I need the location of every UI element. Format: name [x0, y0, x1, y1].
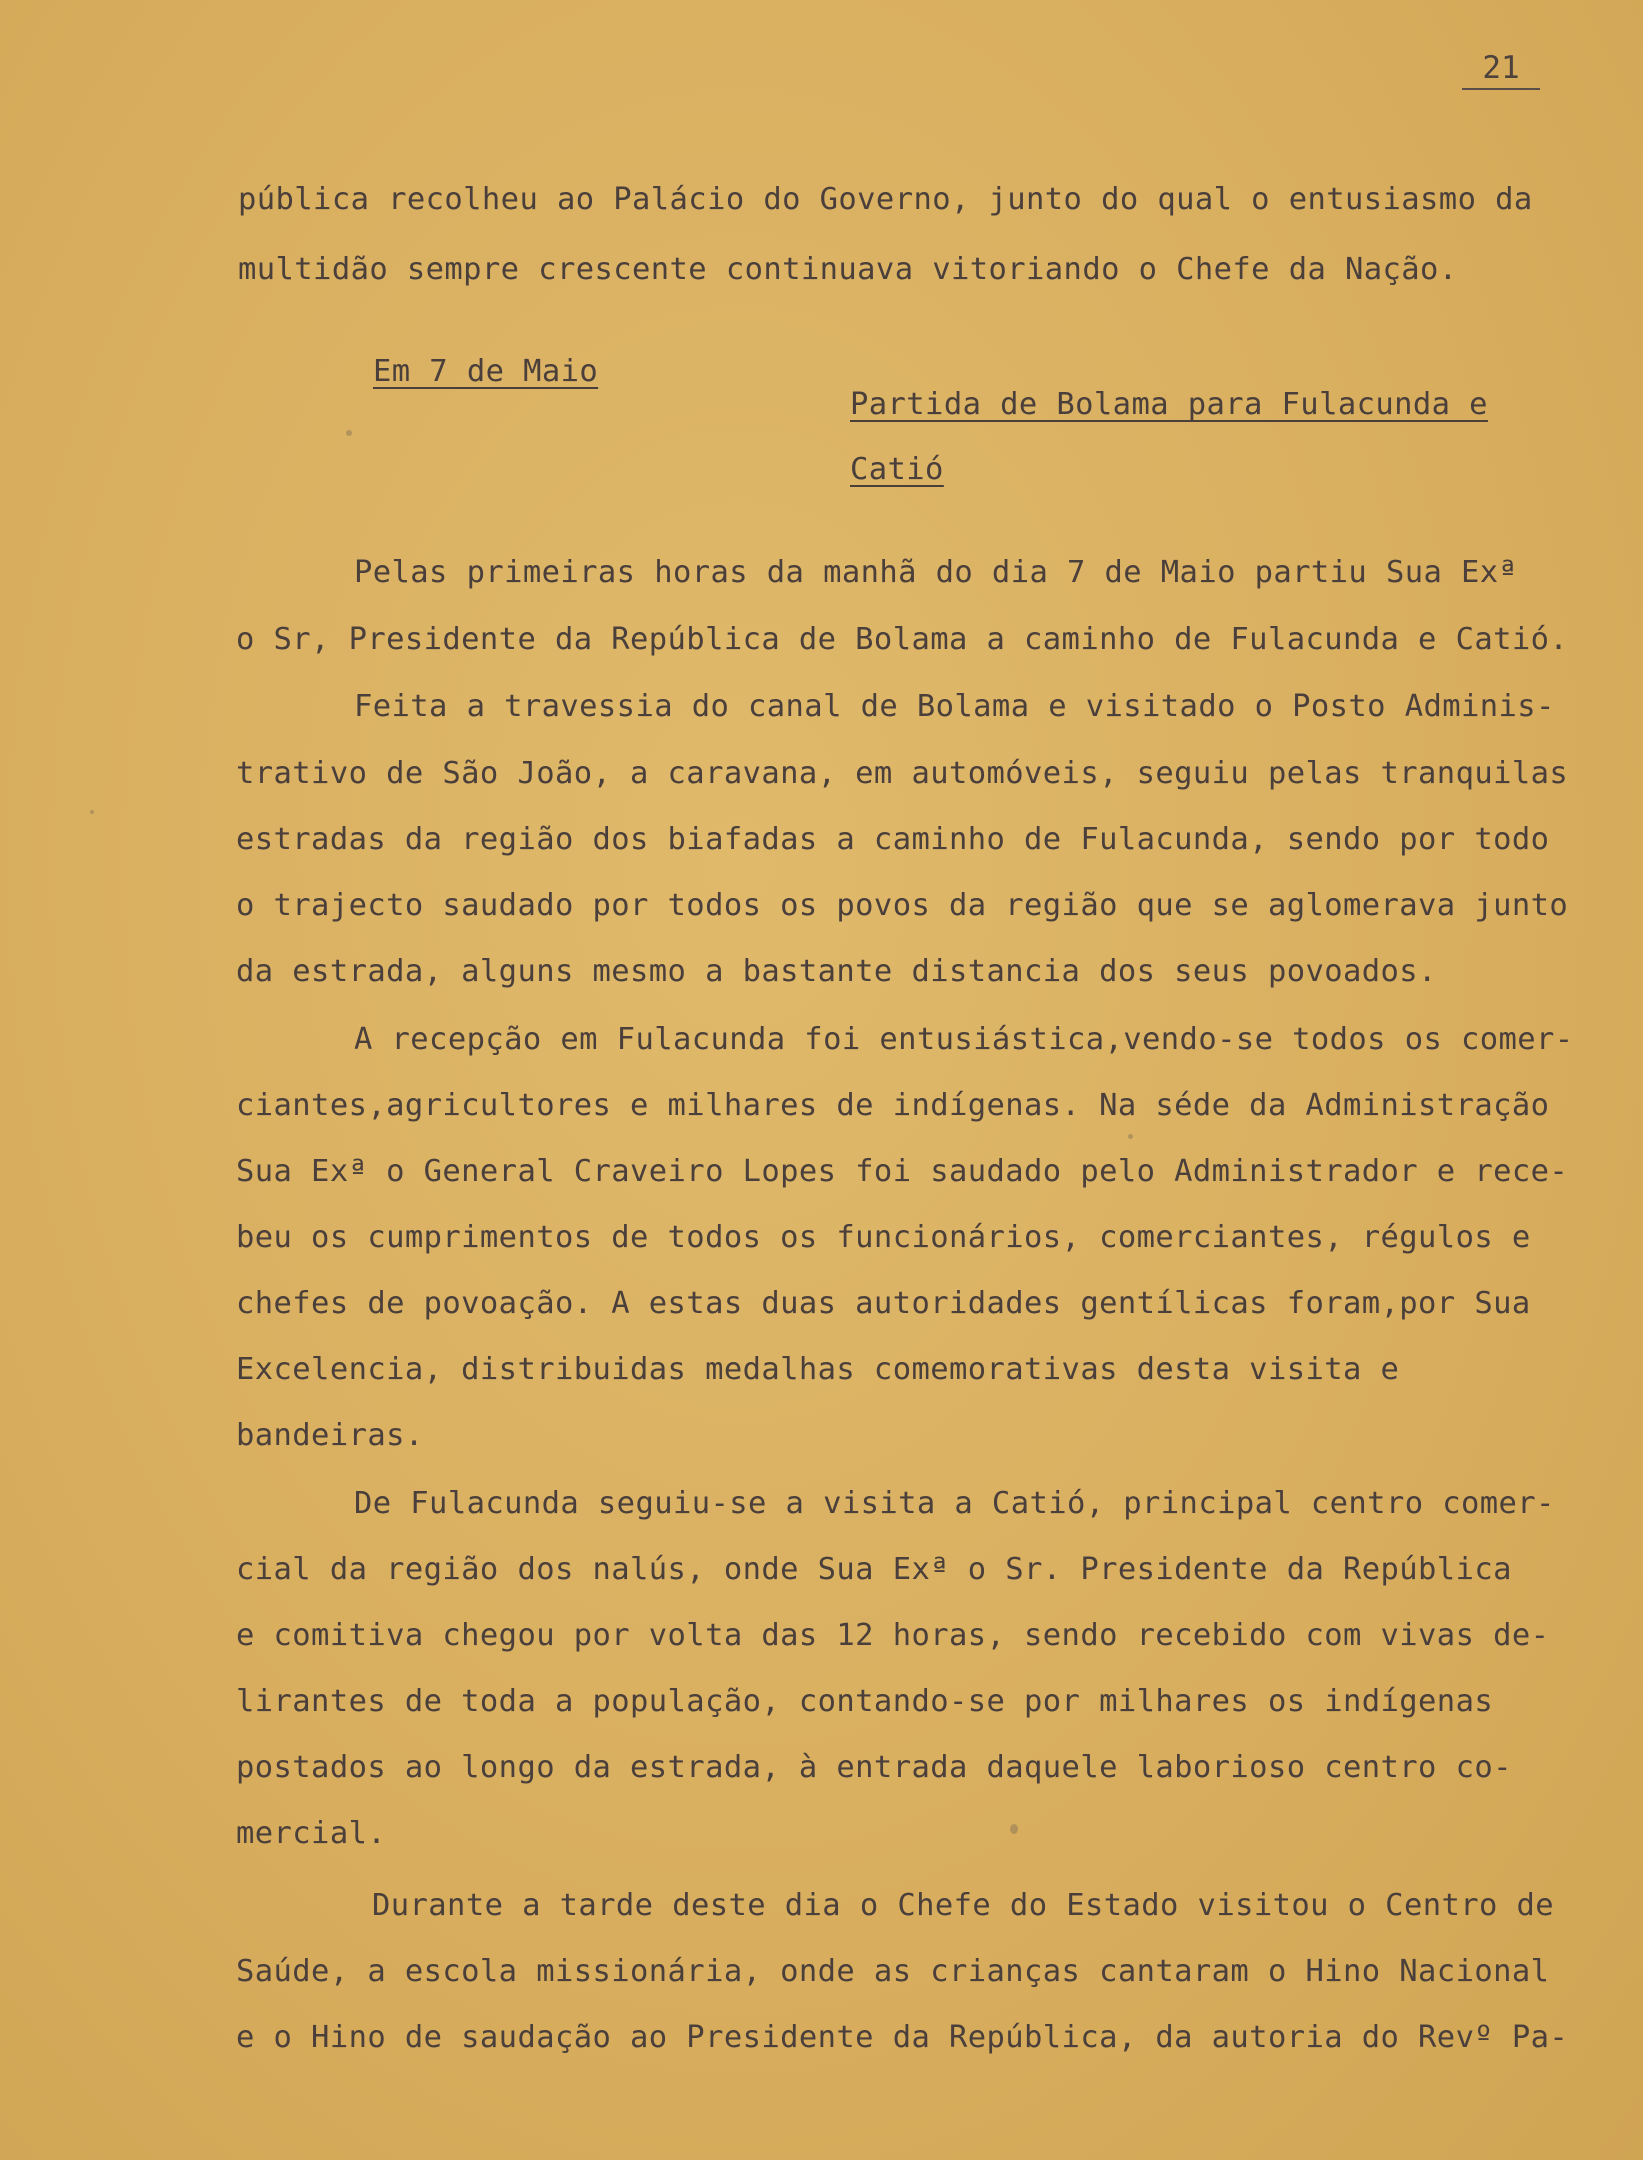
paper-speck — [90, 810, 94, 814]
text-line: trativo de São João, a caravana, em automóveis, seguiu pelas tranquilas — [236, 756, 1569, 791]
text-line: Durante a tarde deste dia o Chefe do Estado visitou o Centro de — [372, 1888, 1555, 1923]
page-number: 21 — [1462, 48, 1540, 90]
paper-speck — [1128, 1134, 1133, 1139]
text-line: Pelas primeiras horas da manhã do dia 7 de Maio partiu Sua Exª — [354, 555, 1518, 590]
text-line: e o Hino de saudação ao Presidente da República, da autoria do Revº Pa- — [236, 2020, 1569, 2055]
text-line: Feita a travessia do canal de Bolama e visitado o Posto Adminis- — [354, 689, 1555, 724]
text-line: Excelencia, distribuidas medalhas comemorativas desta visita e — [236, 1352, 1400, 1387]
text-line: chefes de povoação. A estas duas autoridades gentílicas foram,por Sua — [236, 1286, 1531, 1321]
text-line: ciantes,agricultores e milhares de indígenas. Na séde da Administração — [236, 1088, 1550, 1123]
section-title: Partida de Bolama para Fulacunda e — [850, 387, 1488, 422]
text-line: da estrada, alguns mesmo a bastante distancia dos seus povoados. — [236, 954, 1437, 989]
text-line: multidão sempre crescente continuava vitoriando o Chefe da Nação. — [238, 252, 1458, 287]
text-line: De Fulacunda seguiu-se a visita a Catió, principal centro comer- — [354, 1486, 1555, 1521]
text-line: Saúde, a escola missionária, onde as crianças cantaram o Hino Nacional — [236, 1954, 1550, 1989]
text-line: o Sr, Presidente da República de Bolama a caminho de Fulacunda e Catió. — [236, 622, 1569, 657]
text-line: o trajecto saudado por todos os povos da região que se aglomerava junto — [236, 888, 1569, 923]
text-line: bandeiras. — [236, 1418, 424, 1453]
text-line: cial da região dos nalús, onde Sua Exª o Sr. Presidente da República — [236, 1552, 1512, 1587]
text-line: A recepção em Fulacunda foi entusiástica,vendo-se todos os comer- — [354, 1022, 1574, 1057]
paper-speck — [1010, 1824, 1018, 1834]
text-line: Sua Exª o General Craveiro Lopes foi saudado pelo Administrador e rece- — [236, 1154, 1569, 1189]
text-line: postados ao longo da estrada, à entrada daquele laborioso centro co- — [236, 1750, 1512, 1785]
text-line: beu os cumprimentos de todos os funcionários, comerciantes, régulos e — [236, 1220, 1531, 1255]
section-title: Catió — [850, 452, 944, 487]
text-line: lirantes de toda a população, contando-se por milhares os indígenas — [236, 1684, 1494, 1719]
text-line: estradas da região dos biafadas a caminho de Fulacunda, sendo por todo — [236, 822, 1550, 857]
text-line: e comitiva chegou por volta das 12 horas, sendo recebido com vivas de- — [236, 1618, 1550, 1653]
text-line: pública recolheu ao Palácio do Governo, junto do qual o entusiasmo da — [238, 182, 1533, 217]
date-heading: Em 7 de Maio — [373, 354, 599, 389]
paper-speck — [346, 430, 352, 436]
text-line: mercial. — [236, 1816, 387, 1851]
